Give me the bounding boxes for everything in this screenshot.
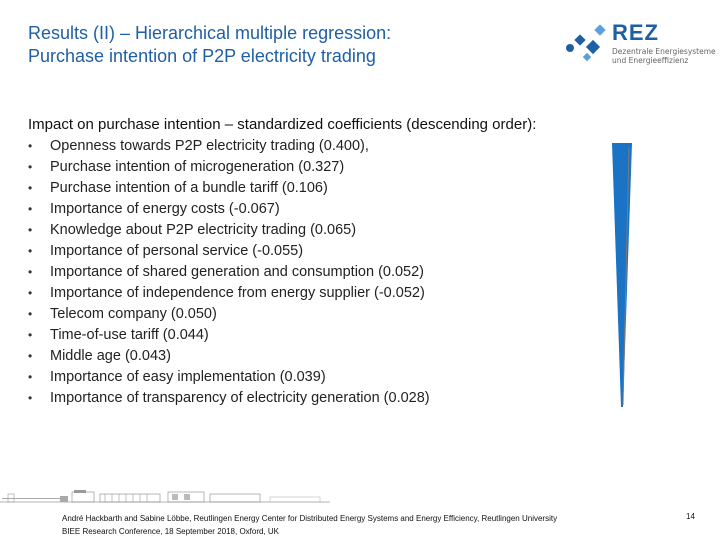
footer-authors: André Hackbarth and Sabine Löbbe, Reutlingen Energy Center for Distributed Energy Systems and Energy Efficiency, Reutlingen University <box>62 514 558 523</box>
bullet-icon: • <box>28 223 33 237</box>
bullet-icon: • <box>28 244 33 258</box>
list-item <box>28 283 430 304</box>
bullet-icon: • <box>28 265 33 279</box>
bullet-icon: • <box>28 160 33 174</box>
list-item <box>28 346 430 367</box>
list-item-text: Openness towards P2P electricity trading (0.400), <box>50 138 369 154</box>
list-item-text: Knowledge about P2P electricity trading (0.065) <box>50 222 357 238</box>
rez-logo <box>562 20 716 70</box>
bullet-icon: • <box>28 202 33 216</box>
list-item <box>28 178 430 199</box>
list-item <box>28 262 430 283</box>
page-number: 14 <box>686 512 695 521</box>
section-heading: Impact on purchase intention – standardized coefficients (descending order): <box>28 116 537 133</box>
list-item-text: Middle age (0.043) <box>50 348 171 364</box>
slide-title-line-2: Purchase intention of P2P electricity trading <box>28 46 376 66</box>
bullet-icon: • <box>28 349 33 363</box>
logo-name: REZ <box>612 20 659 45</box>
list-item <box>28 325 430 346</box>
slide-title <box>28 22 548 68</box>
footer-conference: BIEE Research Conference, 18 September 2018, Oxford, UK <box>62 527 280 536</box>
footer-credits <box>62 512 557 538</box>
list-item-text: Importance of personal service (-0.055) <box>50 243 304 259</box>
list-item <box>28 157 430 178</box>
logo-subtitle-line-1: Dezentrale Energiesysteme <box>612 47 716 56</box>
list-item-text: Purchase intention of a bundle tariff (0.106) <box>50 180 328 196</box>
list-item-text: Telecom company (0.050) <box>50 306 217 322</box>
footer-building-graphic <box>0 488 330 512</box>
list-item <box>28 388 430 409</box>
bullet-icon: • <box>28 307 33 321</box>
bullet-icon: • <box>28 391 33 405</box>
list-item-text: Importance of independence from energy supplier (-0.052) <box>50 285 425 301</box>
list-item-text: Time-of-use tariff (0.044) <box>50 327 209 343</box>
bullet-icon: • <box>28 139 33 153</box>
list-item <box>28 304 430 325</box>
logo-subtitle <box>612 47 716 65</box>
list-item <box>28 136 430 157</box>
list-item-text: Importance of easy implementation (0.039) <box>50 369 326 385</box>
list-item <box>28 367 430 388</box>
list-item <box>28 220 430 241</box>
descending-wedge-icon <box>612 143 632 407</box>
list-item-text: Importance of shared generation and consumption (0.052) <box>50 264 425 280</box>
bullet-icon: • <box>28 181 33 195</box>
list-item-text: Importance of transparency of electricity generation (0.028) <box>50 390 430 406</box>
slide-title-line-1: Results (II) – Hierarchical multiple regression: <box>28 23 392 43</box>
coefficient-list <box>28 136 430 409</box>
logo-subtitle-line-2: und Energieeffizienz <box>612 56 689 65</box>
bullet-icon: • <box>28 370 33 384</box>
list-item-text: Importance of energy costs (-0.067) <box>50 201 280 217</box>
bullet-icon: • <box>28 328 33 342</box>
bullet-icon: • <box>28 286 33 300</box>
rez-logo-mark-icon <box>562 24 610 64</box>
list-item <box>28 241 430 262</box>
list-item-text: Purchase intention of microgeneration (0.327) <box>50 159 345 175</box>
list-item <box>28 199 430 220</box>
